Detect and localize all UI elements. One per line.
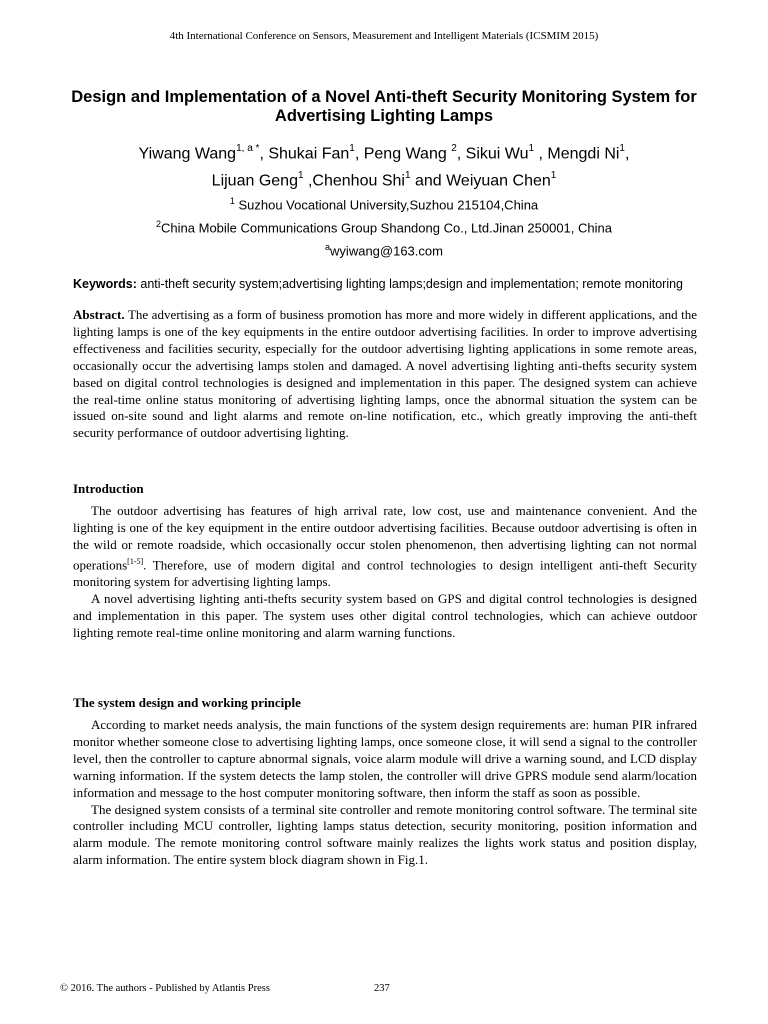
- affiliation-mark: 1: [229, 196, 235, 206]
- footer-copyright: © 2016. The authors - Published by Atlantis Press: [60, 983, 270, 994]
- affiliation-text: China Mobile Communications Group Shandong Co., Ltd.Jinan 250001, China: [161, 220, 612, 236]
- abstract: [73, 307, 697, 442]
- author-name: Weiyuan Chen: [446, 172, 551, 190]
- paragraph: The designed system consists of a terminal site controller and remote monitoring control software. The terminal site controller including MCU controller, lighting lamps status detection, security monitoring, position information and alarm module. The remote monitoring control software mainly realizes the lights work status and position display, alarm information. The entire system block diagram shown in Fig.1.: [73, 801, 697, 868]
- author-list-line-2: Lijuan Geng$^1$ ,Chenhou Shi$^1$ and Weiyuan Chen$^1$: [211, 170, 557, 190]
- author-affiliation-mark: 1: [404, 170, 411, 181]
- affiliation-text: Suzhou Vocational University,Suzhou 215104,China: [238, 197, 539, 213]
- abstract-text: The advertising as a form of business promotion has more and more widely in different applications, and the lighting lamps is one of the key equipments in the entire outdoor advertising facilities. In order to improve advertising effectiveness and facilities security, especially for the outdoor advertising lighting applications in some remote areas, occasionally occur the advertising lamps stolen and damaged. A novel advertising lighting anti-thefts security system based on digital control technologies is designed and implementation in this paper. The designed system can achieve the real-time online status monitoring of advertising lighting lamps, once the abnormal situation the system can be issued on-site sound and light alarms and remote on-line notification, etc., which greatly improving the anti-theft security performance of outdoor advertising lighting.: [73, 307, 697, 441]
- paragraph: A novel advertising lighting anti-thefts security system based on GPS and digital control technologies is designed and implementation in this paper. The system uses other digital control technologies, which can achieve outdoor lighting remote real-time online monitoring and alarm warning functions.: [73, 590, 697, 640]
- author-name: Peng Wang: [363, 145, 447, 163]
- paragraph: According to market needs analysis, the main functions of the system design requirements are: human PIR infrared monitor whether someone close to advertising lighting lamps, once someone close, it will send a signal to the controller level, then the controller to capture abnormal signals, voice alarm module will drive a warning sound, and LCD display warning information. If the system detects the lamp stolen, the controller will drive GPRS module send alarm/location information and message to the host computer monitoring software, then inform the staff as soon as possible.: [73, 717, 697, 800]
- author-affiliation-mark: 1, a *: [236, 143, 260, 154]
- author-affiliation-mark: 1: [550, 170, 557, 181]
- author-affiliation-mark: 1: [528, 143, 535, 154]
- paragraph: The outdoor advertising has features of high arrival rate, low cost, use and maintenance convenient. And the lighting is one of the key equipment in the entire outdoor advertising facilities. Because outdoor advertising is often in the wild or remote roadside, which occasionally occur stolen phenomenon, then advertising lighting can not normal operations[1-5]. Therefore, use of modern digital and control technologies to design intelligent anti-theft Security monitoring system for advertising lighting lamps.: [73, 503, 697, 589]
- author-name: Sikui Wu: [465, 145, 529, 163]
- introduction-body: [73, 503, 697, 642]
- author-affiliation-mark: 2: [451, 143, 457, 154]
- page-number: 237: [374, 983, 390, 994]
- affiliation-1: [40, 193, 728, 213]
- author-list-line-1: Yiwang Wang$^{1, a *}$, Shukai Fan$^1$, Peng Wang $^2$, Sikui Wu$^1$ , Mengdi Ni$^1$,: [138, 143, 630, 163]
- author-email: [40, 239, 728, 259]
- email-text: wyiwang@163.com: [330, 243, 443, 259]
- keywords-text: anti-theft security system;advertising lighting lamps;design and implementation; remote monitoring: [140, 277, 684, 291]
- citation: [1-5]: [127, 556, 144, 566]
- author-affiliation-mark: 1: [297, 170, 304, 181]
- author-name: Yiwang Wang: [138, 145, 237, 163]
- section-heading-system-design: The system design and working principle: [73, 695, 301, 710]
- conference-header: 4th International Conference on Sensors, Measurement and Intelligent Materials (ICSMIM 2015): [169, 30, 599, 42]
- abstract-label: Abstract.: [73, 307, 125, 322]
- affiliation-mark: 2: [156, 219, 162, 229]
- system-design-body: [73, 717, 697, 869]
- paper-title: Design and Implementation of a Novel Anti-theft Security Monitoring System for Advertising Lighting Lamps: [71, 88, 697, 125]
- author-affiliation-mark: 1: [619, 143, 625, 154]
- author-name: Mengdi Ni: [547, 145, 620, 163]
- author-conjunction: and: [414, 172, 442, 190]
- author-affiliation-mark: 1: [349, 143, 355, 154]
- author-name: Chenhou Shi: [312, 172, 405, 190]
- email-mark: a: [325, 242, 331, 252]
- affiliation-2: [40, 216, 728, 236]
- keywords-label: Keywords:: [73, 277, 137, 291]
- author-name: Shukai Fan: [268, 145, 350, 163]
- section-heading-introduction: Introduction: [73, 481, 144, 496]
- author-name: Lijuan Geng: [211, 172, 298, 190]
- keywords: [73, 277, 697, 292]
